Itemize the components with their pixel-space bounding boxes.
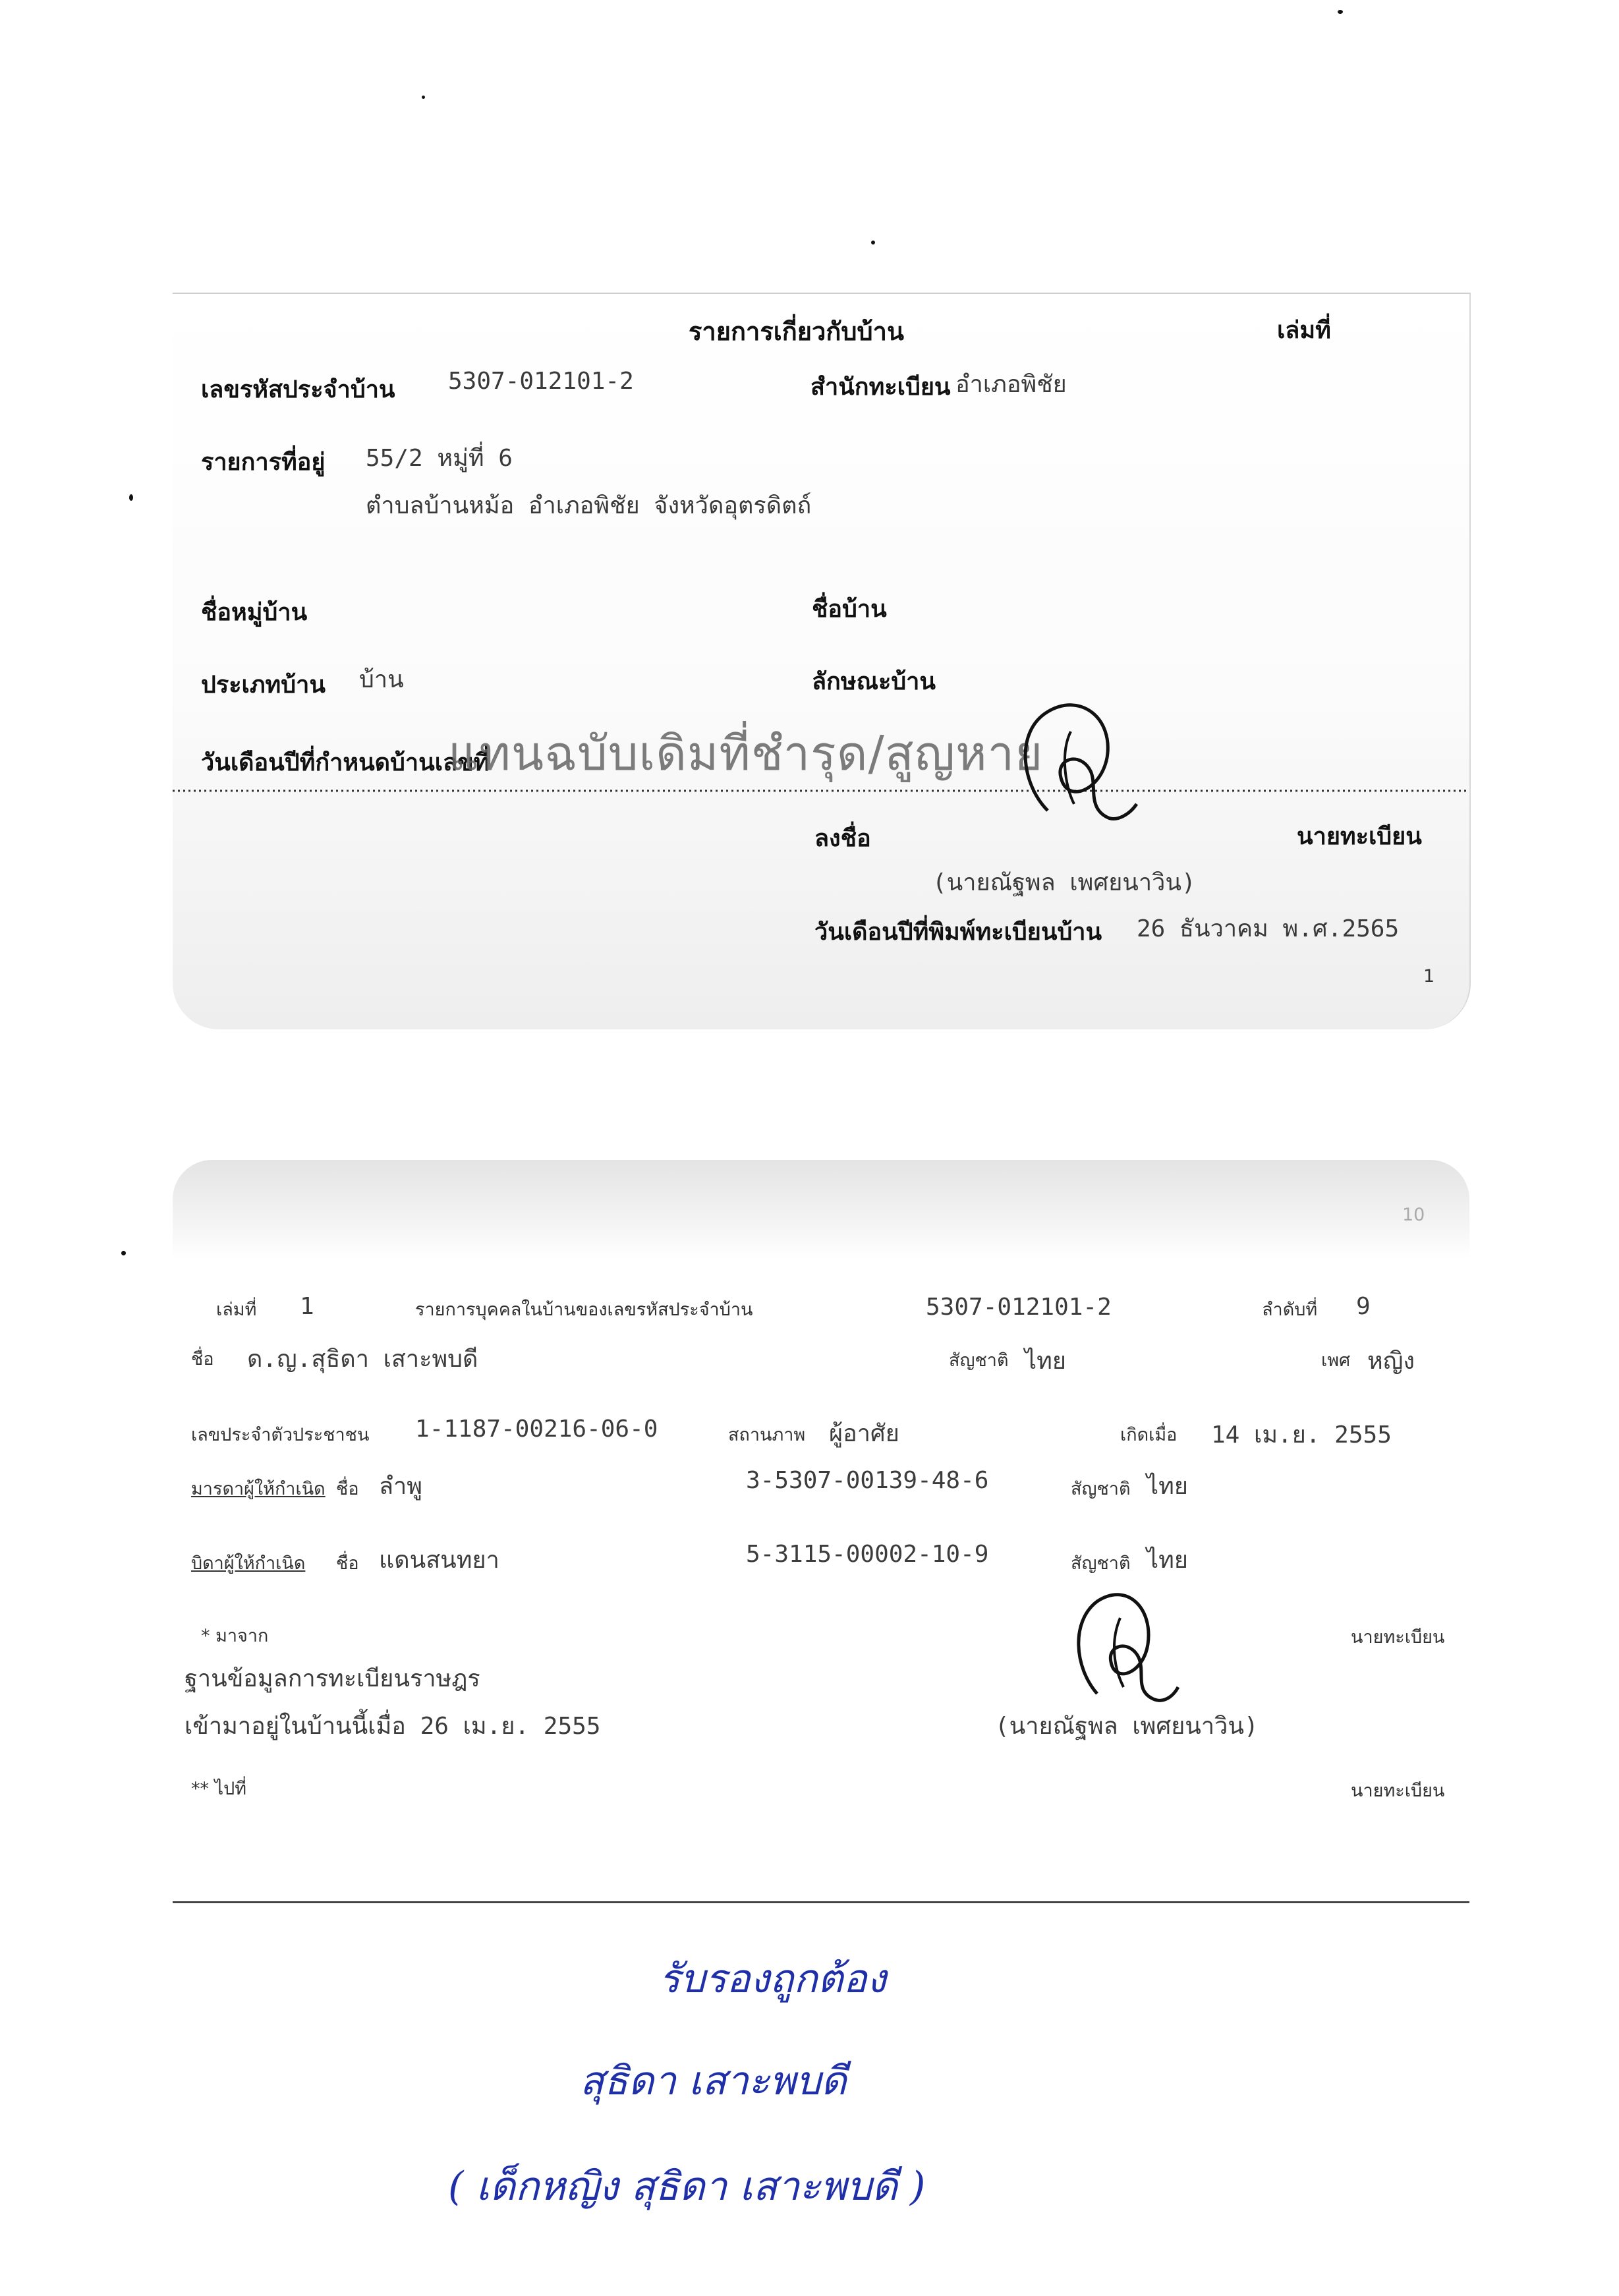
registrar-name: (นายณัฐพล เพศยนาวิน) [932, 869, 1196, 896]
number-assigned-date-label: วันเดือนปีที่กำหนดบ้านเลขที่ [201, 749, 490, 776]
registrar-label: นายทะเบียน [1297, 823, 1422, 850]
person-house-code: 5307-012101-2 [926, 1294, 1112, 1321]
status-label: สถานภาพ [728, 1425, 806, 1445]
id-number: 1-1187-00216-06-0 [415, 1416, 658, 1443]
person-book-label: เล่มที่ [216, 1300, 257, 1320]
mother-nationality-label: สัญชาติ [1071, 1479, 1131, 1499]
person-section-header-shade [173, 1160, 1469, 1259]
address-line1: 55/2 หมู่ที่ 6 [366, 445, 513, 472]
person-registrar-label-1: นายทะเบียน [1351, 1627, 1445, 1648]
father-name-label: ชื่อ [336, 1553, 359, 1574]
house-code-value: 5307-012101-2 [448, 368, 634, 395]
registry-office-value: อำเภอพิชัย [955, 371, 1067, 398]
handwritten-certification: รับรองถูกต้อง [659, 1956, 886, 2002]
house-name-label: ชื่อบ้าน [812, 596, 887, 623]
father-id: 5-3115-00002-10-9 [746, 1541, 989, 1568]
mother-nationality: ไทย [1147, 1473, 1188, 1500]
person-name: ด.ญ.สุธิดา เสาะพบดี [247, 1346, 478, 1373]
nationality-label: สัญชาติ [949, 1350, 1009, 1371]
person-registrar-name: (นายณัฐพล เพศยนาวิน) [995, 1713, 1259, 1740]
registrar-signature-1 [1008, 692, 1140, 837]
person-book-number: 1 [300, 1293, 314, 1320]
house-book-label: เล่มที่ [1277, 317, 1331, 344]
moved-to-label: ** ไปที่ [191, 1779, 247, 1799]
house-type-value: บ้าน [359, 666, 404, 693]
signature-label: ลงชื่อ [814, 825, 871, 852]
house-page-number: 1 [1423, 966, 1435, 987]
house-section-title: รายการเกี่ยวกับบ้าน [689, 317, 904, 346]
moved-in-value: เข้ามาอยู่ในบ้านนี้เมื่อ 26 เม.ย. 2555 [185, 1713, 601, 1740]
order-label: ลำดับที่ [1262, 1300, 1318, 1320]
house-feature-label: ลักษณะบ้าน [812, 668, 936, 695]
order-number: 9 [1356, 1293, 1371, 1320]
scan-speck [871, 241, 875, 244]
nationality-value: ไทย [1025, 1348, 1066, 1375]
person-section-title: รายการบุคคลในบ้านของเลขรหัสประจำบ้าน [415, 1300, 753, 1320]
moved-from-value: ฐานข้อมูลการทะเบียนราษฎร [185, 1665, 480, 1692]
handwritten-full-name: ( เด็กหญิง สุธิดา เสาะพบดี ) [448, 2164, 926, 2210]
bottom-divider [173, 1901, 1469, 1903]
status-value: ผู้อาศัย [829, 1420, 899, 1447]
house-code-label: เลขรหัสประจำบ้าน [201, 376, 395, 403]
mother-name: ลำพู [379, 1473, 423, 1500]
registry-office-label: สำนักทะเบียน [810, 374, 951, 401]
dotted-divider [173, 788, 1469, 793]
scan-speck [422, 96, 425, 99]
scan-speck [129, 494, 133, 501]
mother-name-label: ชื่อ [336, 1479, 359, 1499]
handwritten-name: สุธิดา เสาะพบดี [580, 2058, 847, 2104]
birth-label: เกิดเมื่อ [1120, 1425, 1178, 1445]
sex-value: หญิง [1367, 1348, 1415, 1375]
print-date-label: วันเดือนปีที่พิมพ์ทะเบียนบ้าน [814, 919, 1102, 946]
person-page-number: 10 [1402, 1205, 1425, 1225]
person-registrar-label-2: นายทะเบียน [1351, 1781, 1445, 1801]
scan-speck [121, 1251, 126, 1255]
replacement-stamp: แทนฉบับเดิมที่ชำรุด/สูญหาย [448, 726, 1044, 781]
registrar-signature-2 [1061, 1582, 1179, 1713]
father-nationality: ไทย [1147, 1547, 1188, 1574]
address-label: รายการที่อยู่ [201, 449, 326, 476]
house-type-label: ประเภทบ้าน [201, 672, 326, 699]
print-date-value: 26 ธันวาคม พ.ศ.2565 [1137, 915, 1400, 942]
father-nationality-label: สัญชาติ [1071, 1553, 1131, 1574]
mother-id: 3-5307-00139-48-6 [746, 1467, 989, 1494]
moved-from-label: * มาจาก [201, 1626, 269, 1646]
father-name: แดนสนทยา [379, 1547, 499, 1574]
id-label: เลขประจำตัวประชาชน [191, 1425, 370, 1445]
address-line2: ตำบลบ้านหม้อ อำเภอพิชัย จังหวัดอุตรดิตถ์ [366, 492, 812, 519]
birth-date: 14 เม.ย. 2555 [1211, 1421, 1392, 1449]
sex-label: เพศ [1321, 1350, 1351, 1371]
name-label: ชื่อ [191, 1349, 214, 1369]
scan-speck [1338, 10, 1343, 14]
village-name-label: ชื่อหมู่บ้าน [201, 599, 308, 626]
father-label: บิดาผู้ให้กำเนิด [191, 1553, 306, 1574]
mother-label: มารดาผู้ให้กำเนิด [191, 1479, 326, 1499]
